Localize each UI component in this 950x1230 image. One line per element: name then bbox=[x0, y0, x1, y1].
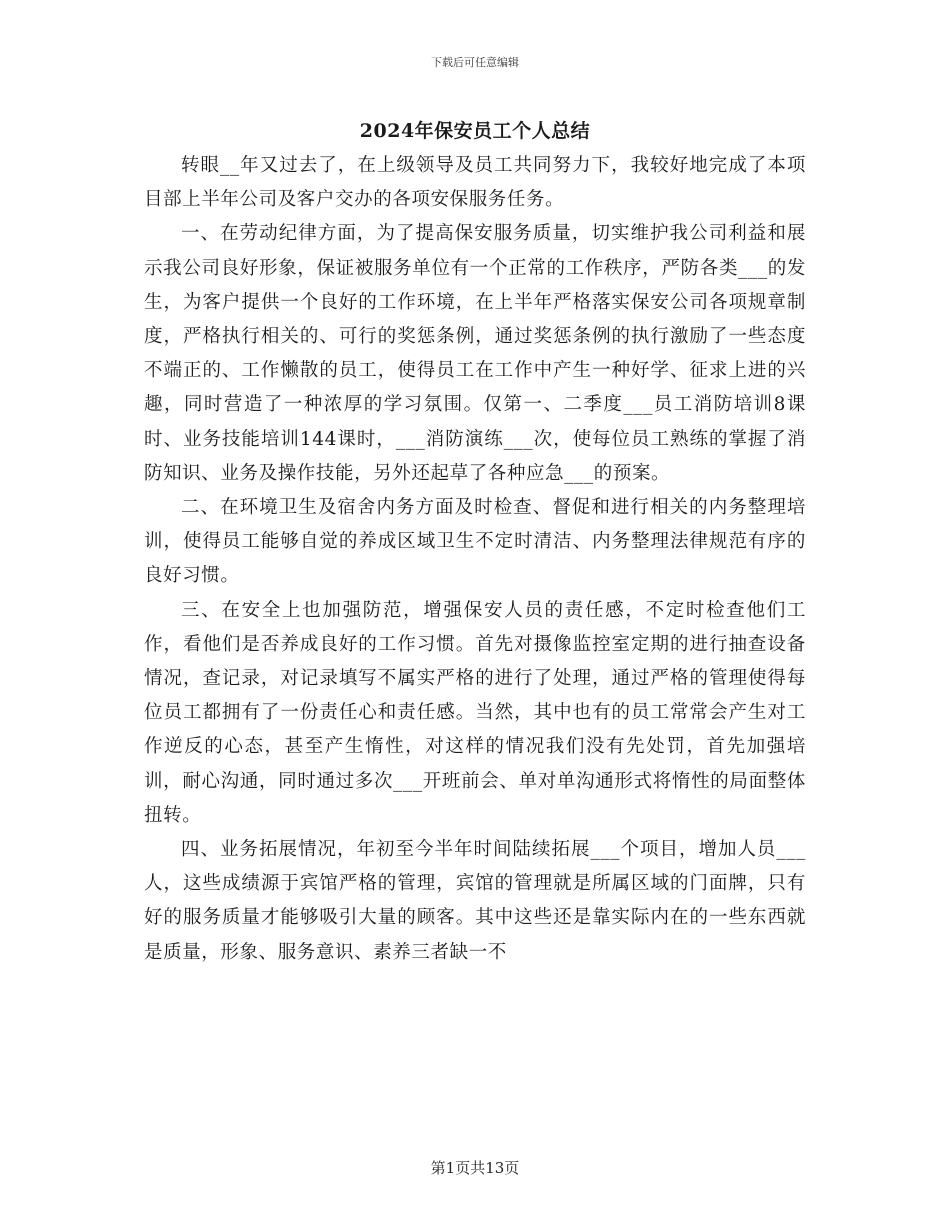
paragraph-business-expansion: 四、业务拓展情况，年初至今半年时间陆续拓展___个项目，增加人员___人，这些成绩源于宾馆严格的管理，宾馆的管理就是所属区域的门面牌，只有好的服务质量才能够吸引大量的顾客。其中这些还是靠实际内在的一些东西就是质量，形象、服务意识、素养三者缺一不 bbox=[144, 839, 806, 963]
page-footer: 第1页共13页 bbox=[430, 1159, 520, 1177]
paragraph-safety: 三、在安全上也加强防范，增强保安人员的责任感，不定时检查他们工作，看他们是否养成良好的工作习惯。首先对摄像监控室定期的进行抽查设备情况，查记录，对记录填写不属实严格的进行了处理，通过严格的管理使得每位员工都拥有了一份责任心和责任感。当然，其中也有的员工常常会产生对工作逆反的心态，甚至产生惰性，对这样的情况我们没有先处罚，首先加强培训，耐心沟通，同时通过多次___开班前会、单对单沟通形式将惰性的局面整体扭转。 bbox=[144, 599, 806, 826]
document-title: 2024年保安员工个人总结 bbox=[359, 120, 591, 142]
document-body bbox=[144, 149, 806, 970]
paragraph-intro: 转眼__年又过去了，在上级领导及员工共同努力下，我较好地完成了本项目部上半年公司及客户交办的各项安保服务任务。 bbox=[144, 155, 806, 211]
paragraph-labor-discipline: 一、在劳动纪律方面，为了提高保安服务质量，切实维护我公司利益和展示我公司良好形象，保证被服务单位有一个正常的工作秩序，严防各类___的发生，为客户提供一个良好的工作环境，在上半年严格落实保安公司各项规章制度，严格执行相关的、可行的奖惩条例，通过奖惩条例的执行激励了一些态度不端正的、工作懒散的员工，使得员工在工作中产生一种好学、征求上进的兴趣，同时营造了一种浓厚的学习氛围。仅第一、二季度___员工消防培训8课时、业务技能培训144课时，___消防演练___次，使每位员工熟练的掌握了消防知识、业务及操作技能，另外还起草了各种应急___的预案。 bbox=[144, 223, 806, 484]
header-note: 下载后可任意编辑 bbox=[431, 56, 519, 69]
paragraph-hygiene: 二、在环境卫生及宿舍内务方面及时检查、督促和进行相关的内务整理培训，使得员工能够自觉的养成区域卫生不定时清洁、内务整理法律规范有序的良好习惯。 bbox=[144, 497, 806, 587]
